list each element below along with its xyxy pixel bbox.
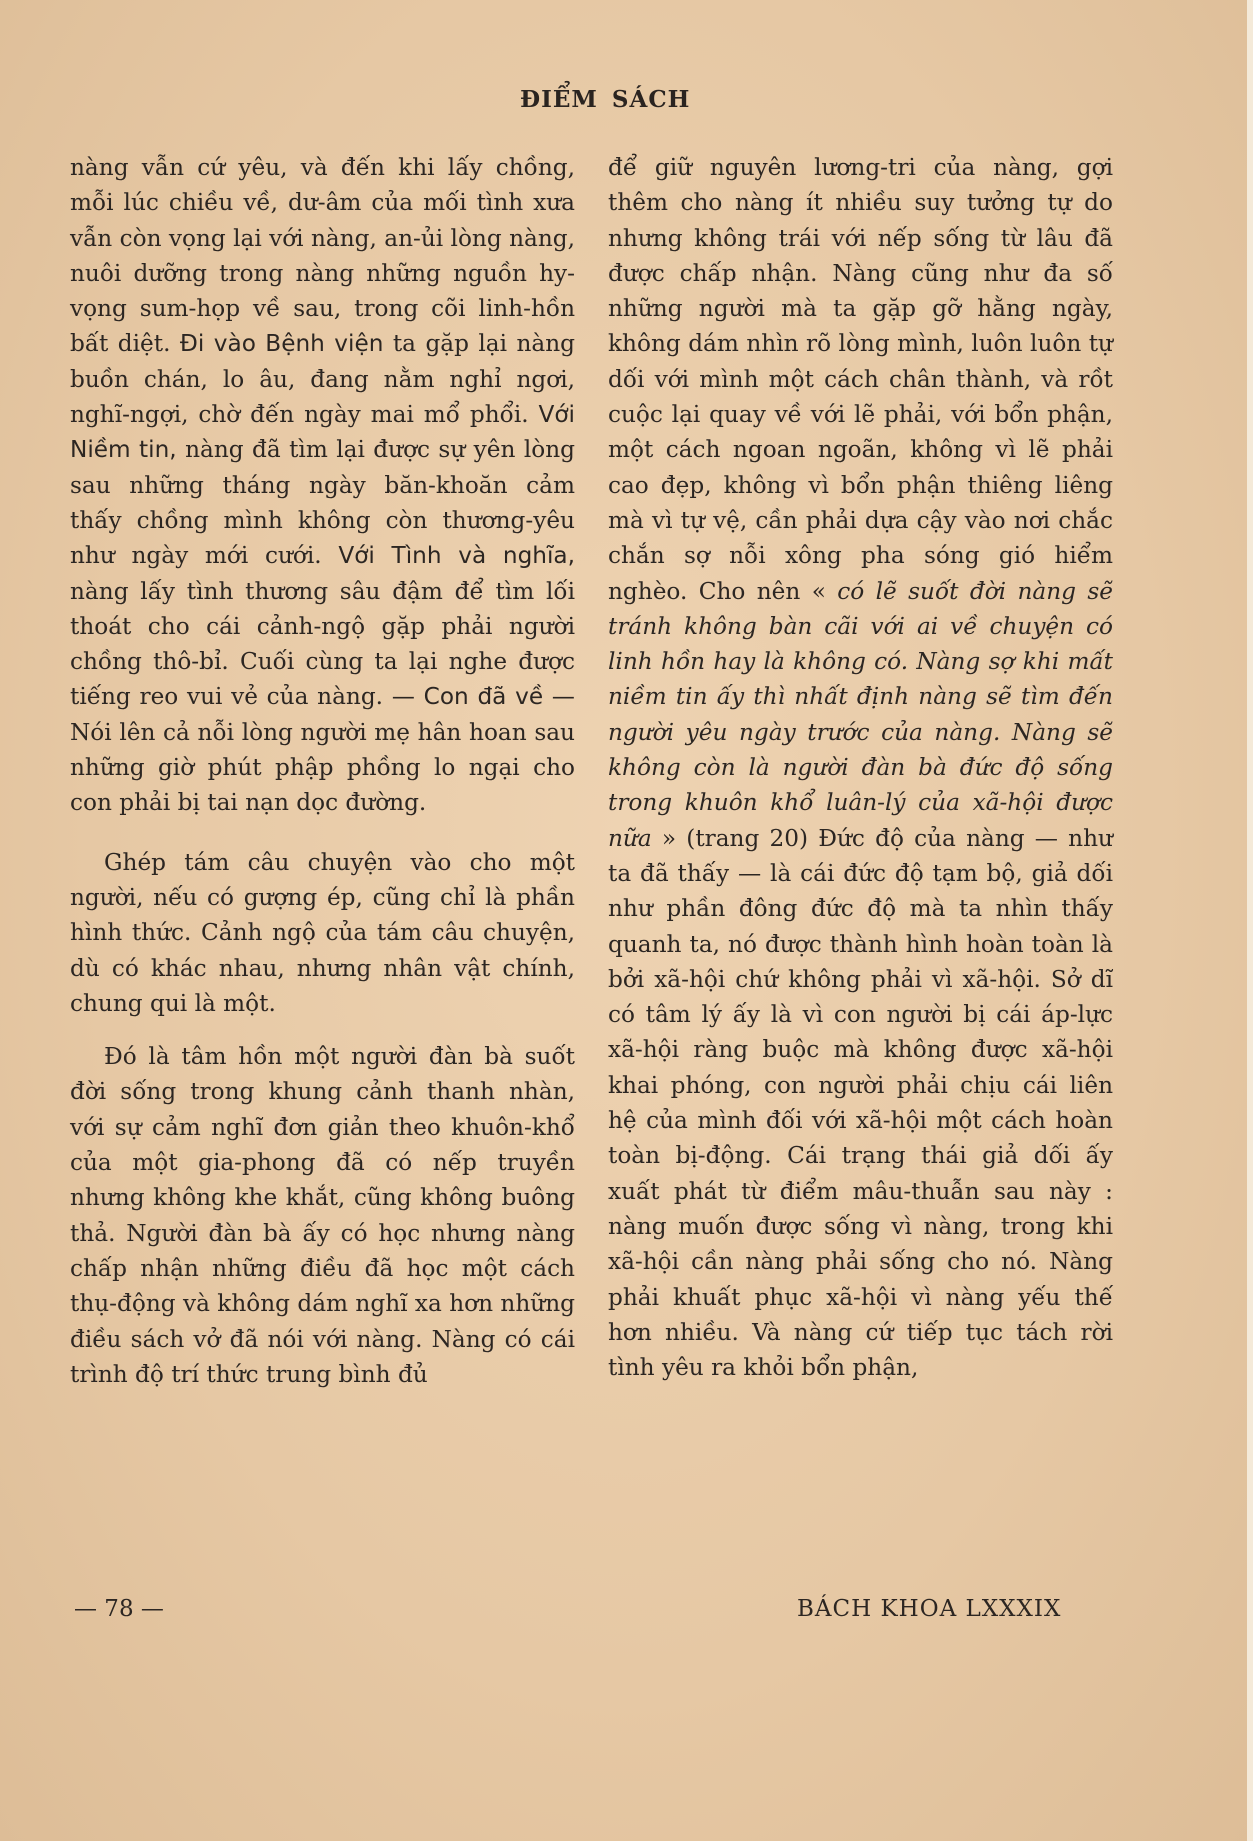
text-run: để giữ nguyên lương-tri của nàng, gợi thêm cho nàng ít nhiều suy tưởng tự do nhưng không trái với nếp sống từ lâu đã được chấp nhận. Nàng cũng như đa số những người mà ta gặp gỡ hằng ngày, không dám nhìn rõ lòng mình, luôn luôn tự dối với mình một cách chân thành, và rồt cuộc lại quay về với lẽ phải, với bổn phận, một cách ngoan ngoãn, không vì lẽ phải cao đẹp, không vì bổn phận thiêng liêng mà vì tự vệ, cần phải dựa cậy vào nơi chắc chắn sợ nỗi xông pha sóng gió hiểm nghèo. Cho nên «	[608, 154, 1113, 605]
left-paragraph-2: Ghép tám câu chuyện vào cho một người, nếu có gượng ép, cũng chỉ là phần hình thức. Cảnh ngộ của tám câu chuyện, dù có khác nhau, nhưng nhân vật chính, chung qui là một.	[70, 848, 575, 1017]
story-title: Với Niềm tin,	[70, 401, 575, 464]
text-run: » (trang 20) Đức độ của nàng — như ta đã thấy — là cái đức độ tạm bộ, giả dối như phần đông đức độ mà ta nhìn thấy quanh ta, nó được thành hình hoàn toàn là bởi xã-hội chứ không phải vì xã-hội. Sở dĩ có tâm lý ấy là vì con người bị cái áp-lực xã-hội ràng buộc mà không được xã-hội khai phóng, con người phải chịu cái liên hệ của mình đối với xã-hội một cách hoàn toàn bị-động. Cái trạng thái giả dối ấy xuất phát từ điểm mâu-thuẫn sau này : nàng muốn được sống vì nàng, trong khi xã-hội cần nàng phải sống cho nó. Nàng phải khuất phục xã-hội vì nàng yếu thế hơn nhiều. Và nàng cứ tiếp tục tách rời tình yêu ra khỏi bổn phận,	[608, 824, 1113, 1382]
story-title: — Con đã về —	[391, 683, 575, 711]
text-run: nàng đã tìm lại được sự yên lòng sau những tháng ngày băn-khoăn cảm thấy chồng mình không còn thương-yêu như ngày mới cưới.	[70, 436, 575, 570]
story-title: Đi vào Bệnh viện	[179, 330, 384, 358]
text-run: nàng lấy tình thương sâu đậm để tìm lối thoát cho cái cảnh-ngộ gặp phải người chồng thô-bỉ. Cuối cùng ta lại nghe được tiếng reo vui vẻ của nàng.	[70, 577, 575, 711]
text-run: nàng vẫn cứ yêu, và đến khi lấy chồng, mỗi lúc chiều về, dư-âm của mối tình xưa vẫn còn vọng lại với nàng, an-ủi lòng nàng, nuôi dưỡng trong nàng những nguồn hy-vọng sum-họp về sau, trong cõi linh-hồn bất diệt.	[70, 154, 575, 358]
header-word-2: SÁCH	[611, 86, 691, 113]
text-run: Nói lên cả nỗi lòng người mẹ hân hoan sau những giờ phút phập phồng lo ngại cho con phải bị tai nạn dọc đường.	[70, 718, 575, 817]
left-paragraph-1	[70, 150, 575, 821]
italic-quote: có lẽ suốt đời nàng sẽ tránh không bàn cãi với ai về chuyện có linh hồn hay là không có. Nàng sợ khi mất niềm tin ấy thì nhất định nàng sẽ tìm đến người yêu ngày trước của nàng. Nàng sẽ không còn là người đàn bà đức độ sống trong khuôn khổ luân-lý của xã-hội được nữa	[608, 577, 1113, 852]
right-column	[608, 150, 1113, 1385]
left-paragraph-3: Đó là tâm hồn một người đàn bà suốt đời sống trong khung cảnh thanh nhàn, với sự cảm nghĩ đơn giản theo khuôn-khổ của một gia-phong đã có nếp truyền nhưng không khe khắt, cũng không buông thả. Người đàn bà ấy có học nhưng nàng chấp nhận những điều đã học một cách thụ-động và không dám nghĩ xa hơn những điều sách vở đã nói với nàng. Nàng có cái trình độ trí thức trung bình đủ	[70, 1043, 575, 1388]
header-word-1: ĐIỂM	[520, 86, 598, 113]
page-header	[520, 86, 820, 113]
magazine-issue: BÁCH KHOA LXXXIX	[797, 1596, 1062, 1622]
page-number: — 78 —	[74, 1596, 164, 1622]
story-title: Với Tình và nghĩa,	[338, 542, 575, 570]
text-run: ta gặp lại nàng buồn chán, lo âu, đang nằm nghỉ ngơi, nghĩ-ngợi, chờ đến ngày mai mổ phổi.	[70, 330, 575, 429]
right-paragraph-1	[608, 150, 1113, 1385]
left-column	[70, 150, 575, 1392]
page-edge	[1247, 0, 1253, 1841]
